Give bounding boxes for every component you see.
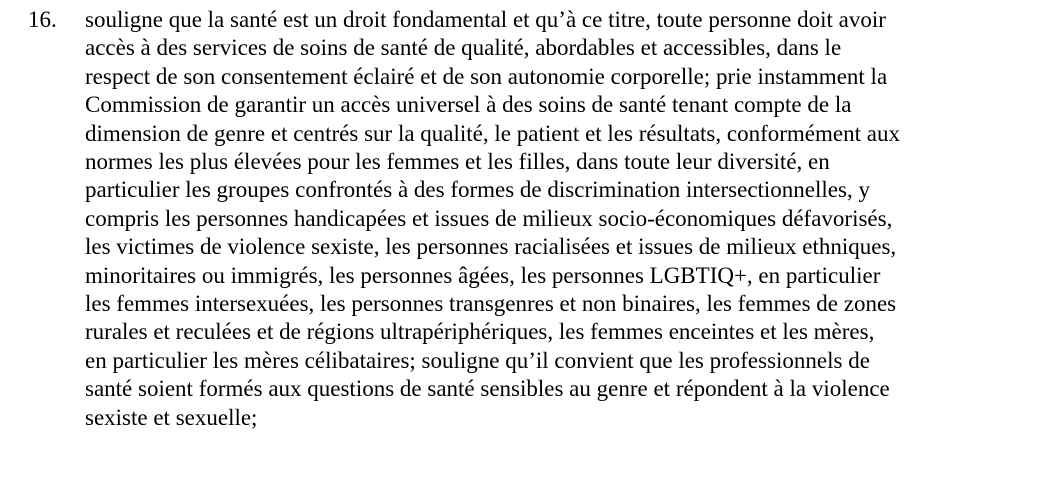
paragraph-line: Commission de garantir un accès universel à des soins de santé tenant compte de la [85,92,852,118]
paragraph-line: santé soient formés aux questions de santé sensibles au genre et répondent à la violence [85,376,890,402]
paragraph-text [85,6,1054,432]
paragraph-number: 16. [28,7,57,32]
paragraph-line: dimension de genre et centrés sur la qualité, le patient et les résultats, conformément aux [85,120,900,146]
paragraph-line: particulier les groupes confrontés à des formes de discrimination intersectionnelles, y [85,177,870,203]
paragraph-line: en particulier les mères célibataires; souligne qu’il convient que les professionnels de [85,347,870,373]
paragraph-line: accès à des services de soins de santé de qualité, abordables et accessibles, dans le [85,35,842,61]
numbered-paragraph [0,6,1054,432]
paragraph-line: compris les personnes handicapées et issues de milieux socio-économiques défavorisés, [85,205,893,231]
paragraph-line: les victimes de violence sexiste, les personnes racialisées et issues de milieux ethniques, [85,234,897,260]
paragraph-line: normes les plus élevées pour les femmes et les filles, dans toute leur diversité, en [85,149,830,175]
paragraph-line: souligne que la santé est un droit fondamental et qu’à ce titre, toute personne doit avoir [85,7,886,32]
paragraph-line: rurales et reculées et de régions ultrapériphériques, les femmes enceintes et les mères, [85,319,875,345]
paragraph-line: minoritaires ou immigrés, les personnes âgées, les personnes LGBTIQ+, en particulier [85,262,881,288]
paragraph-line: sexiste et sexuelle; [85,404,258,430]
paragraph-line: les femmes intersexuées, les personnes transgenres et non binaires, les femmes de zones [85,291,897,317]
paragraph-line: respect de son consentement éclairé et de son autonomie corporelle; prie instamment la [85,63,888,89]
